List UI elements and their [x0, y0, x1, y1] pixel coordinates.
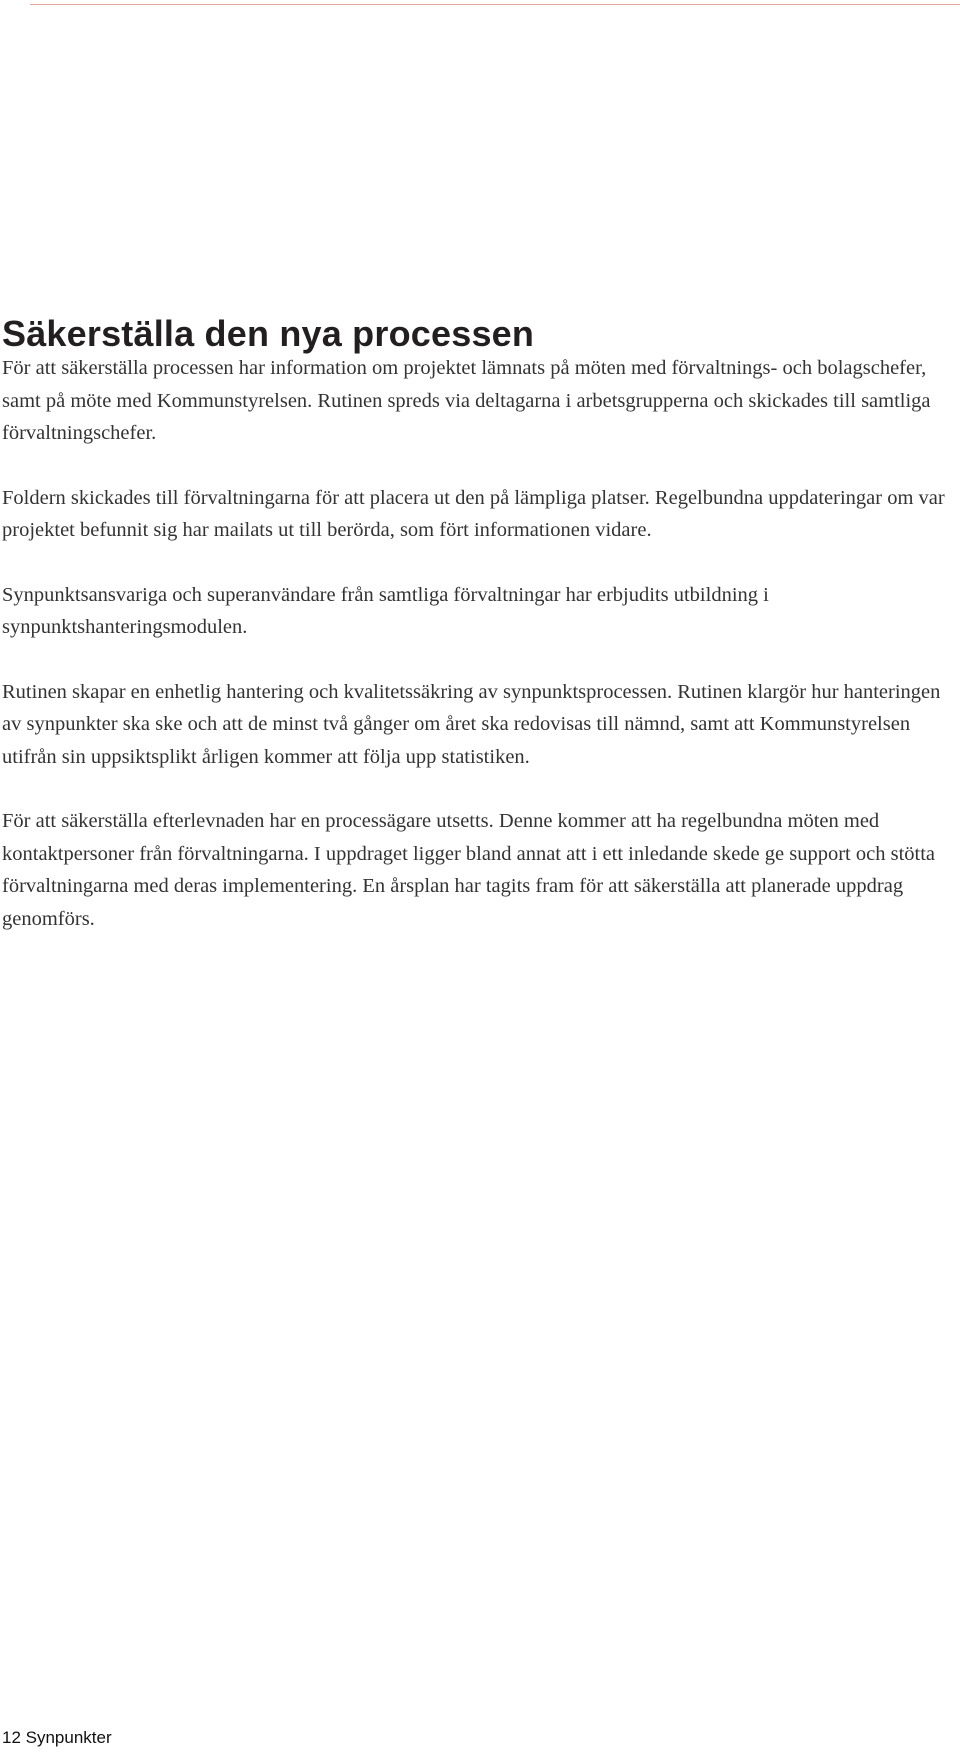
paragraph-2: Foldern skickades till förvaltningarna för att placera ut den på lämpliga platser. Regelbundna uppdateringar om var projektet befunnit sig har mailats ut till berörda, som fört informationen vidare.	[2, 486, 945, 541]
paragraph-4: Rutinen skapar en enhetlig hantering och kvalitetssäkring av synpunktsprocessen. Rutinen klargör hur hanteringen av synpunkter ska ske och att de minst två gånger om året ska redovisas till nämnd, samt att Kommunstyrelsen utifrån sin uppsiktsplikt årligen kommer att följa upp statistiken.	[2, 680, 941, 768]
paragraph-5: För att säkerställa efterlevnaden har en processägare utsetts. Denne kommer att ha regelbundna möten med kontaktpersoner från förvaltningarna. I uppdraget ligger bland annat att i ett inledande skede ge support och stötta förvaltningarna med deras implementering. En årsplan har tagits fram för att säkerställa att planerade uppdrag genomförs.	[2, 810, 936, 930]
page-footer: 12 Synpunkter	[2, 1728, 112, 1747]
paragraph-1: För att säkerställa processen har information om projektet lämnats på möten med förvaltnings- och bolagschefer, samt på möte med Kommunstyrelsen. Rutinen spreds via deltagarna i arbetsgrupperna och skickades till samtliga förvaltningschefer.	[2, 357, 931, 444]
paragraph-3: Synpunktsansvariga och superanvändare från samtliga förvaltningar har erbjudits utbildning i synpunktshanteringsmodulen.	[2, 583, 769, 638]
top-rule	[30, 4, 960, 5]
page-content	[2, 312, 958, 967]
page-title: Säkerställa den nya processen	[2, 313, 535, 354]
